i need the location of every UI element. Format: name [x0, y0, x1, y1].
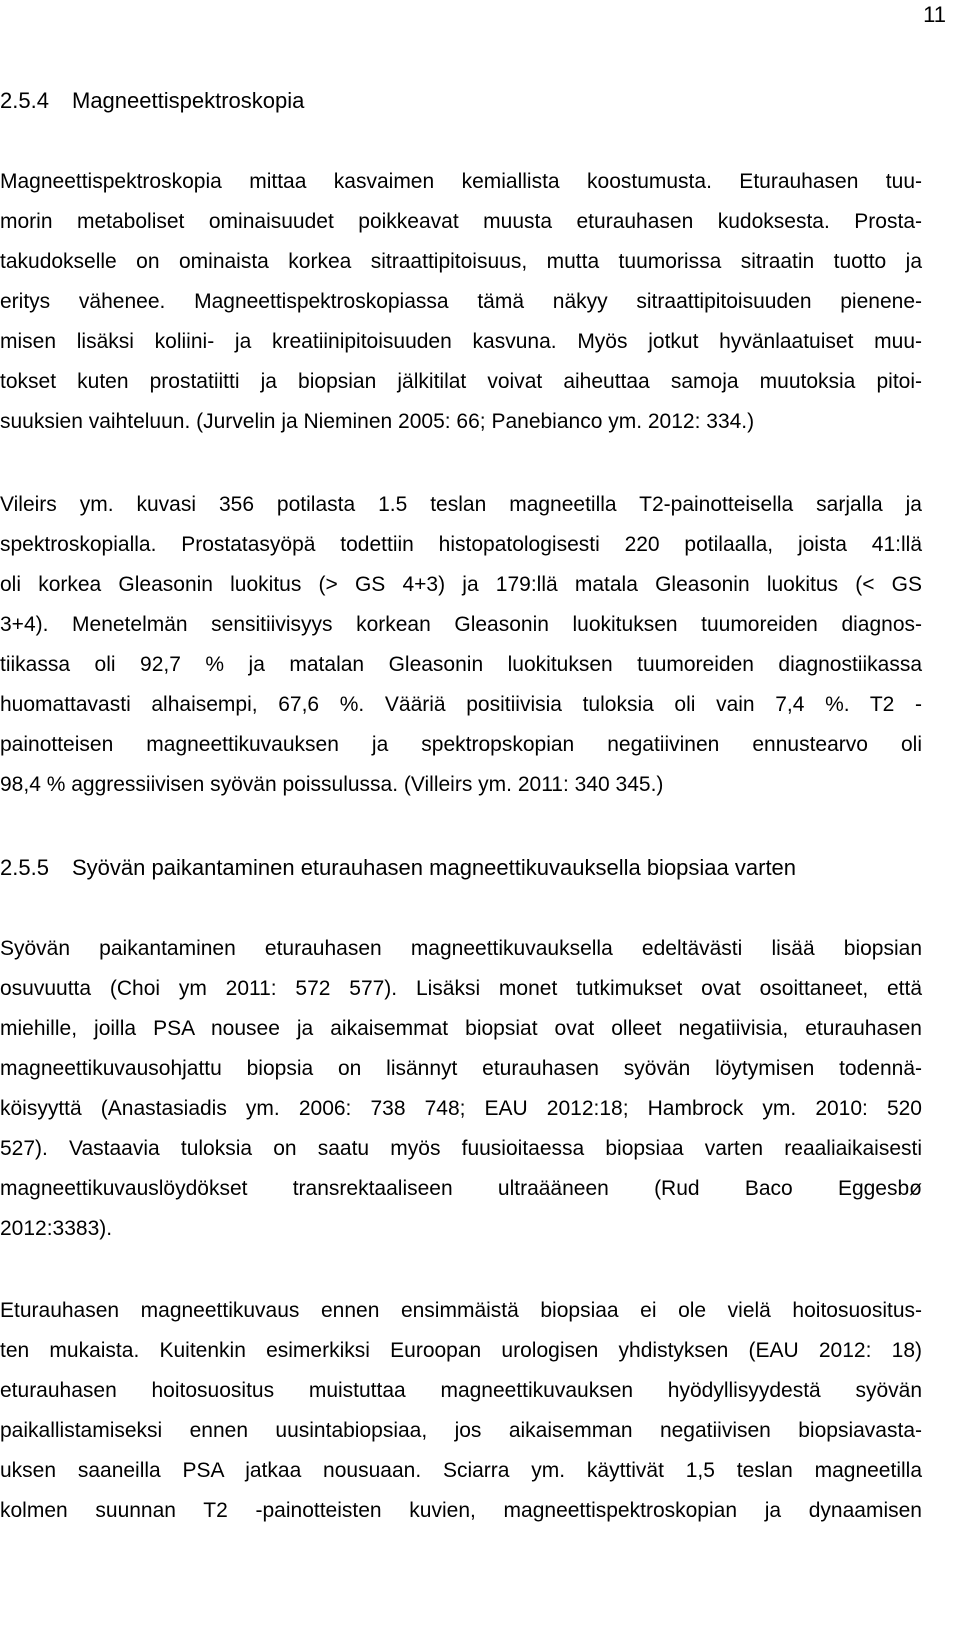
- text-line: uksen saaneilla PSA jatkaa nousuaan. Sciarra ym. käyttivät 1,5 teslan magneetilla: [0, 1459, 922, 1482]
- text-line: oli korkea Gleasonin luokitus (> GS 4+3) ja 179:llä matala Gleasonin luokitus (< GS: [0, 573, 922, 596]
- text-line: 527). Vastaavia tuloksia on saatu myös fuusioitaessa biopsiaa varten reaaliaikaisesti: [0, 1137, 922, 1160]
- text-line: 3+4). Menetelmän sensitiivisyys korkean Gleasonin luokituksen tuumoreiden diagnos-: [0, 613, 922, 636]
- section-heading-2-5-4: [0, 86, 304, 116]
- text-line: magneettikuvausohjattu biopsia on lisännyt eturauhasen syövän löytymisen todennä-: [0, 1057, 922, 1080]
- text-line: Magneettispektroskopia mittaa kasvaimen kemiallista koostumusta. Eturauhasen tuu-: [0, 170, 922, 193]
- text-line: osuvuutta (Choi ym 2011: 572 577). Lisäksi monet tutkimukset ovat osoittaneet, että: [0, 977, 922, 1000]
- text-line: eritys vähenee. Magneettispektroskopiassa tämä näkyy sitraattipitoisuuden pienene-: [0, 290, 922, 313]
- section-title: Syövän paikantaminen eturauhasen magneettikuvauksella biopsiaa varten: [72, 855, 797, 880]
- text-line: tiikassa oli 92,7 % ja matalan Gleasonin luokituksen tuumoreiden diagnostiikassa: [0, 653, 922, 676]
- text-line: eturauhasen hoitosuositus muistuttaa magneettikuvauksen hyödyllisyydestä syövän: [0, 1379, 922, 1402]
- section-number: 2.5.5: [0, 855, 49, 880]
- text-line: köisyyttä (Anastasiadis ym. 2006: 738 748; EAU 2012:18; Hambrock ym. 2010: 520: [0, 1097, 922, 1120]
- text-line: painotteisen magneettikuvauksen ja spektropskopian negatiivinen ennustearvo oli: [0, 733, 922, 756]
- section-title: Magneettispektroskopia: [72, 88, 305, 113]
- text-line: kolmen suunnan T2 -painotteisten kuvien, magneettispektroskopian ja dynaamisen: [0, 1499, 922, 1522]
- section-heading-2-5-5: [0, 853, 796, 883]
- text-line: Eturauhasen magneettikuvaus ennen ensimmäistä biopsiaa ei ole vielä hoitosuositus-: [0, 1299, 922, 1322]
- text-line: 2012:3383).: [0, 1217, 113, 1240]
- text-line: tokset kuten prostatiitti ja biopsian jälkitilat voivat aiheuttaa samoja muutoksia pitoi-: [0, 370, 922, 393]
- text-line: suuksien vaihteluun. (Jurvelin ja Nieminen 2005: 66; Panebianco ym. 2012: 334.): [0, 410, 755, 433]
- text-line: ten mukaista. Kuitenkin esimerkiksi Euroopan urologisen yhdistyksen (EAU 2012: 18): [0, 1339, 922, 1362]
- text-line: Vileirs ym. kuvasi 356 potilasta 1.5 teslan magneetilla T2-painotteisella sarjalla ja: [0, 493, 922, 516]
- text-line: paikallistamiseksi ennen uusintabiopsiaa, jos aikaisemman negatiivisen biopsiavasta-: [0, 1419, 922, 1442]
- text-line: morin metaboliset ominaisuudet poikkeavat muusta eturauhasen kudoksesta. Prosta-: [0, 210, 922, 233]
- text-line: 98,4 % aggressiivisen syövän poissulussa. (Villeirs ym. 2011: 340 345.): [0, 773, 664, 796]
- text-line: Syövän paikantaminen eturauhasen magneettikuvauksella edeltävästi lisää biopsian: [0, 937, 922, 960]
- text-line: miehille, joilla PSA nousee ja aikaisemmat biopsiat ovat olleet negatiivisia, eturauhasen: [0, 1017, 922, 1040]
- text-line: spektroskopialla. Prostatasyöpä todettiin histopatologisesti 220 potilaalla, joista 41:llä: [0, 533, 922, 556]
- section-number: 2.5.4: [0, 88, 49, 113]
- text-line: takudokselle on ominaista korkea sitraattipitoisuus, mutta tuumorissa sitraatin tuotto ja: [0, 250, 922, 273]
- text-line: magneettikuvauslöydökset transrektaaliseen ultraääneen (Rud Baco Eggesbø: [0, 1177, 922, 1200]
- text-line: huomattavasti alhaisempi, 67,6 %. Vääriä positiivisia tuloksia oli vain 7,4 %. T2 -: [0, 693, 922, 716]
- page-number: 11: [923, 2, 946, 27]
- text-line: misen lisäksi koliini- ja kreatiinipitoisuuden kasvuna. Myös jotkut hyvänlaatuiset muu-: [0, 330, 922, 353]
